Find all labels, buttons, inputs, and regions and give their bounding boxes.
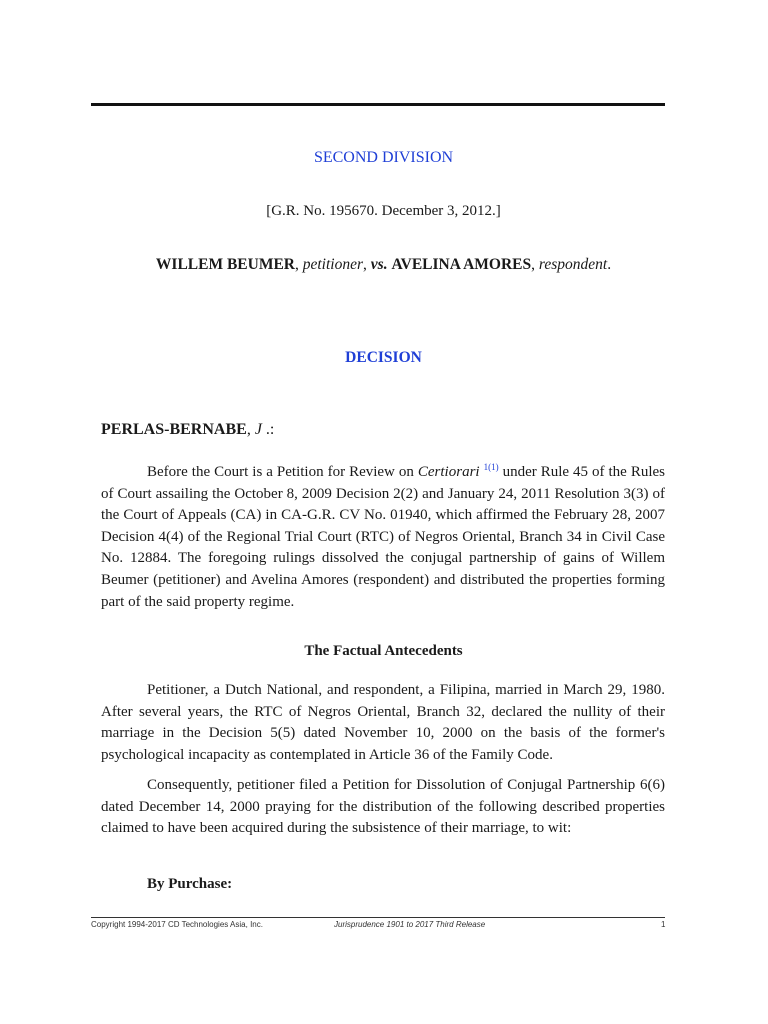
- petitioner-role: petitioner: [302, 256, 364, 273]
- certiorari-term: Certiorari: [417, 464, 480, 480]
- case-parties: WILLEM BEUMER, petitioner, vs. AVELINA AMORES, respondent.: [155, 256, 612, 273]
- ponente: PERLAS-BERNABE, J .:: [101, 421, 275, 438]
- versus-label: vs.: [370, 256, 388, 273]
- footer-copyright: Copyright 1994-2017 CD Technologies Asia, Inc.: [91, 920, 263, 929]
- footer-release: Jurisprudence 1901 to 2017 Third Release: [334, 920, 486, 929]
- paragraph-petition: Consequently, petitioner filed a Petition for Dissolution of Conjugal Partnership 6(6) dated December 14, 2000 praying for the distribution of the following described properties claimed to have been acquired during the subsistence of their marriage, to wit:: [101, 777, 665, 837]
- footer-rule: [91, 917, 665, 918]
- paragraph-antecedents: Petitioner, a Dutch National, and respondent, a Filipina, married in March 29, 1980. After several years, the RTC of Negros Oriental, Branch 32, declared the nullity of their marriage in the Decision 5(5) dated November 10, 2000 on the basis of the former's psychological incapacity as contemplated in Article 36 of the Family Code.: [101, 682, 665, 763]
- page-number: 1: [661, 920, 666, 929]
- footnote-1-link[interactable]: 1(1): [483, 462, 499, 472]
- top-rule: [91, 103, 665, 106]
- ponente-suffix: .:: [265, 421, 275, 438]
- respondent-role: respondent: [538, 256, 608, 273]
- paragraph-intro-start: Before the Court is a Petition for Review on: [147, 464, 418, 480]
- decision-title: DECISION: [345, 349, 422, 366]
- respondent-name: AVELINA AMORES: [391, 256, 532, 273]
- paragraph-intro-rest: under Rule 45 of the Rules of Court assailing the October 8, 2009 Decision 2(2) and January 24, 2011 Resolution 3(3) of the Court of Appeals (CA) in CA-G.R. CV No. 01940, which affirmed the February 28, 2007 Decision 4(4) of the Regional Trial Court (RTC) of Negros Oriental, Branch 34 in Civil Case No. 12884. The foregoing rulings dissolved the conjugal partnership of gains of Willem Beumer (petitioner) and Avelina Amores (respondent) and distributed the properties forming part of the said property regime.: [101, 464, 666, 610]
- division-title: SECOND DIVISION: [313, 149, 454, 166]
- case-number: [G.R. No. 195670. December 3, 2012.]: [266, 203, 501, 219]
- ponente-name: PERLAS-BERNABE: [101, 421, 247, 438]
- ponente-title: J: [254, 421, 262, 438]
- subheading-by-purchase: By Purchase:: [147, 876, 233, 892]
- petitioner-name: WILLEM BEUMER: [155, 256, 295, 273]
- section-heading: The Factual Antecedents: [304, 643, 463, 659]
- paragraph-intro: [101, 462, 665, 613]
